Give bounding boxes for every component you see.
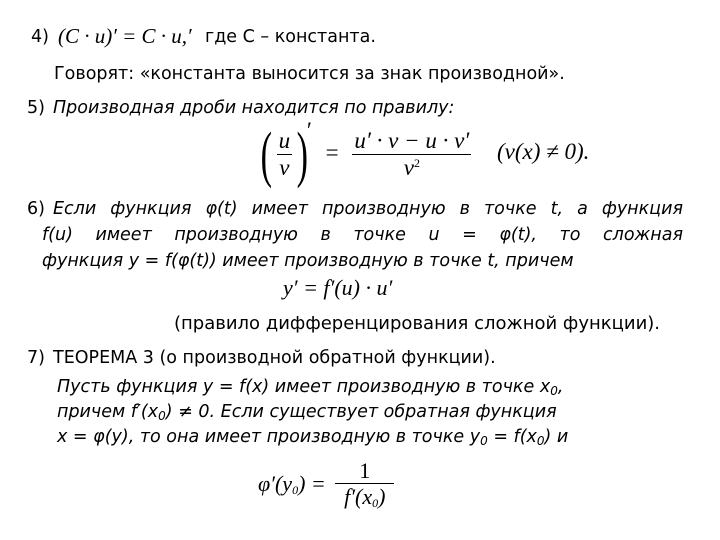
quotient-condition: (v(x) ≠ 0).: [497, 139, 590, 164]
inverse-numerator: 1: [335, 458, 394, 484]
quotient-rule-formula: ( $\frac{u}{v}$ )′ = $\frac{u' \cdot v - u \cdot v'}{v^2}$: [260, 118, 470, 189]
quotient-lhs-numerator: u: [277, 128, 293, 155]
item4-formula: (C · u)′ = C · u,′: [58, 24, 192, 48]
item4-saying: Говорят: «константа выносится за знак производной».: [54, 64, 565, 84]
quotient-prime: ′: [306, 118, 312, 143]
item5-number: 5): [27, 98, 45, 118]
item6-line3: функция y = f(φ(t)) имеет производную в точке t, причем: [42, 251, 574, 271]
item6-number: 6): [27, 199, 45, 219]
item6-line2: f(u) имеет производную в точке u = φ(t), то сложная: [42, 225, 683, 245]
inverse-rule-formula: [258, 458, 394, 511]
item6-line1: Если функция φ(t) имеет производную в точке t, а функция: [53, 199, 683, 219]
quotient-equals: =: [325, 140, 339, 165]
item4-text: где С – константа.: [205, 27, 376, 47]
item7-number: 7): [27, 348, 45, 368]
quotient-rhs-numerator: u′ · v − u · v′: [352, 128, 471, 155]
item5-text: Производная дроби находится по правилу:: [53, 98, 455, 118]
inverse-lhs: $\varphi'(y_0)$ =: [258, 471, 326, 498]
quotient-lhs-denominator: v: [279, 155, 290, 181]
chain-rule-formula: y′ = f′(u) · u′: [283, 275, 393, 300]
item4-number: 4): [31, 27, 49, 47]
quotient-rhs-denominator: $v^2$: [403, 155, 420, 181]
inverse-denominator: $f'(x_0)$: [344, 484, 386, 511]
item7-line1: Пусть функция y = f(x) имеет производную в точке $x_0$,: [57, 377, 564, 398]
item7-line3: x = φ(y), то она имеет производную в точке $y_0 = f(x_0)$ и: [57, 427, 569, 448]
item7-title: ТЕОРЕМА 3 (о производной обратной функции).: [53, 348, 496, 368]
chain-rule-caption: (правило дифференцирования сложной функции).: [174, 313, 661, 334]
item7-line2: причем $f'(x_0) \ne 0$. Если существует обратная функция: [57, 402, 557, 423]
